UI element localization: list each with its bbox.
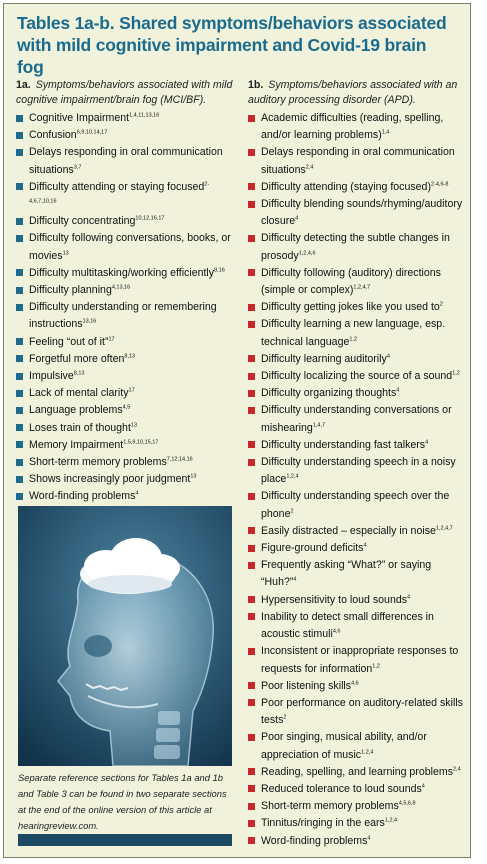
item-text: Delays responding in oral communication situations — [29, 146, 223, 176]
reference-superscript: 1,2 — [349, 336, 358, 343]
reference-superscript: 2,4 — [453, 766, 461, 773]
item-text: Easily distracted – especially in noise — [261, 524, 436, 537]
list-item — [16, 230, 236, 264]
reference-superscript: 3,7 — [73, 164, 82, 171]
item-text: Inability to detect small differences in acoustic stimuli — [261, 610, 434, 641]
square-bullet-icon — [16, 424, 23, 431]
list-item — [248, 402, 468, 436]
item-text: Language problems — [29, 404, 123, 417]
item-text: Short-term memory problems — [261, 800, 399, 813]
list-item — [16, 454, 236, 471]
list-item — [16, 265, 236, 282]
reference-superscript: 10,12,16,17 — [135, 215, 165, 222]
list-item — [16, 110, 236, 127]
square-bullet-icon — [248, 183, 255, 190]
reference-superscript: 2,4 — [305, 164, 314, 171]
table-1a-number: 1a. — [16, 79, 31, 91]
reference-superscript: 4 — [295, 215, 299, 222]
list-item — [16, 368, 236, 385]
item-text: Difficulty attending (staying focused) — [261, 180, 431, 193]
list-item — [16, 488, 236, 505]
square-bullet-icon — [16, 269, 23, 276]
list-item — [248, 798, 468, 815]
reference-superscript: 17 — [108, 336, 115, 343]
item-text: Delays responding in oral communication situations — [261, 146, 455, 176]
reference-superscript: 1,5,9,10,15,17 — [123, 439, 159, 446]
item-text: Confusion — [29, 129, 77, 142]
item-text: Academic difficulties (reading, spelling, and/or learning problems) — [261, 112, 444, 142]
item-text: Shows increasingly poor judgment — [29, 473, 191, 486]
item-text: Difficulty planning — [29, 284, 112, 297]
square-bullet-icon — [248, 407, 255, 414]
reference-superscript: 1,2,4,7 — [435, 525, 453, 532]
item-text: Short-term memory problems — [29, 456, 167, 469]
item-text: Inconsistent or inappropriate responses to requests for information — [261, 645, 459, 675]
list-item — [248, 540, 468, 557]
square-bullet-icon — [16, 235, 23, 242]
item-text: Impulsive — [29, 370, 74, 383]
reference-superscript: 2-4,6,7,10,16 — [29, 181, 210, 205]
item-text: Poor singing, musical ability, and/or appreciation of music — [261, 731, 427, 761]
item-text: Difficulty understanding speech over the phone — [261, 490, 450, 520]
square-bullet-icon — [16, 115, 23, 122]
item-text: Cognitive Impairment — [29, 112, 130, 124]
reference-superscript: 13 — [190, 473, 197, 480]
square-bullet-icon — [16, 441, 23, 448]
table-1a-heading-text: Symptoms/behaviors associated with mild cognitive impairment/brain fog (MCI/BF). — [16, 79, 233, 106]
reference-superscript: 4 — [425, 439, 429, 446]
item-text: Difficulty getting jokes like you used to — [261, 301, 440, 314]
page-title: Tables 1a-b. Shared symptoms/behaviors associated with mild cognitive impairment and Covid-19 brain fog — [17, 13, 447, 77]
list-item — [248, 385, 468, 402]
list-item — [248, 833, 468, 850]
list-item — [16, 471, 236, 488]
list-item — [248, 781, 468, 798]
list-item — [248, 230, 468, 264]
list-item — [248, 299, 468, 316]
table-1a-list — [16, 110, 236, 506]
item-text: Difficulty following conversations, books, or movies — [29, 232, 231, 262]
square-bullet-icon — [16, 459, 23, 466]
square-bullet-icon — [16, 218, 23, 225]
item-text: Tinnitus/ringing in the ears — [261, 817, 385, 830]
xray-illustration — [18, 506, 232, 766]
item-text: Hypersensitivity to loud sounds — [261, 593, 408, 606]
item-text: Loses train of thought — [29, 421, 131, 434]
square-bullet-icon — [248, 441, 255, 448]
square-bullet-icon — [248, 201, 255, 208]
square-bullet-icon — [248, 682, 255, 689]
reference-superscript: 4 — [135, 490, 139, 497]
square-bullet-icon — [248, 562, 255, 569]
reference-superscript: 4 — [386, 353, 390, 360]
list-item — [248, 144, 468, 178]
reference-superscript: 4 — [367, 835, 371, 841]
list-item — [16, 144, 236, 178]
list-item — [16, 127, 236, 144]
reference-superscript: 4,5,6,8 — [398, 800, 416, 807]
square-bullet-icon — [248, 373, 255, 380]
reference-superscript: 13,16 — [82, 318, 97, 325]
item-text: Figure-ground deficits — [261, 542, 364, 555]
list-item — [248, 523, 468, 540]
item-text: Reading, spelling, and learning problems — [261, 765, 453, 778]
square-bullet-icon — [16, 183, 23, 190]
item-text: Difficulty understanding conversations or mishearing — [261, 404, 452, 434]
list-item — [248, 488, 468, 522]
table-1b-number: 1b. — [248, 79, 264, 91]
list-item — [248, 454, 468, 488]
list-item — [248, 557, 468, 591]
square-bullet-icon — [16, 149, 23, 156]
table-1b-list — [248, 110, 468, 850]
reference-superscript: 2 — [283, 714, 287, 721]
item-text: Difficulty detecting the subtle changes in prosody — [261, 232, 450, 262]
square-bullet-icon — [16, 493, 23, 500]
reference-superscript: 8,13 — [124, 353, 136, 360]
square-bullet-icon — [248, 596, 255, 603]
list-item — [248, 729, 468, 763]
reference-superscript: 1,2 — [452, 370, 460, 377]
square-bullet-icon — [248, 235, 255, 242]
reference-superscript: 1,4,7 — [312, 422, 326, 429]
square-bullet-icon — [16, 132, 23, 139]
square-bullet-icon — [16, 390, 23, 397]
square-bullet-icon — [248, 785, 255, 792]
reference-superscript: 1,2 — [372, 662, 380, 669]
item-text: Feeling “out of it” — [29, 335, 109, 348]
square-bullet-icon — [16, 355, 23, 362]
reference-superscript: 1,2,4 — [286, 473, 299, 480]
reference-superscript: 4,5 — [122, 404, 131, 411]
list-item — [16, 385, 236, 402]
list-item — [248, 764, 468, 781]
list-item — [248, 110, 468, 144]
table-1a-heading — [16, 78, 236, 108]
square-bullet-icon — [16, 304, 23, 311]
list-item — [248, 351, 468, 368]
reference-superscript: 13 — [62, 250, 69, 257]
square-bullet-icon — [16, 407, 23, 414]
list-item — [248, 316, 468, 350]
square-bullet-icon — [16, 287, 23, 294]
square-bullet-icon — [248, 648, 255, 655]
square-bullet-icon — [248, 837, 255, 844]
item-text: Difficulty blending sounds/rhyming/auditory closure — [261, 198, 463, 228]
list-item — [16, 437, 236, 454]
square-bullet-icon — [248, 269, 255, 276]
reference-caption: Separate reference sections for Tables 1a and 1b and Table 3 can be found in two separate sections at the end of the online version of this article at hearingreview.com. — [18, 766, 236, 834]
square-bullet-icon — [248, 459, 255, 466]
square-bullet-icon — [248, 493, 255, 500]
list-item — [248, 368, 468, 385]
list-item — [248, 815, 468, 832]
reference-superscript: 4 — [363, 542, 367, 549]
item-text: Difficulty following (auditory) directions (simple or complex) — [261, 266, 441, 297]
list-item — [16, 282, 236, 299]
reference-superscript: 4 — [396, 387, 400, 394]
square-bullet-icon — [16, 338, 23, 345]
item-text: Difficulty understanding fast talkers — [261, 438, 426, 451]
square-bullet-icon — [248, 820, 255, 827]
reference-superscript: 6,9,10,14,17 — [76, 129, 108, 136]
item-text: Forgetful more often — [29, 352, 125, 365]
reference-superscript: 7,12,14,16 — [166, 456, 193, 463]
reference-superscript: 4 — [421, 783, 425, 790]
square-bullet-icon — [248, 613, 255, 620]
reference-superscript: 17 — [128, 387, 135, 394]
list-item — [248, 643, 468, 677]
item-text: Difficulty organizing thoughts — [261, 387, 397, 400]
item-text: Difficulty learning auditorily — [261, 352, 387, 365]
list-item — [16, 334, 236, 351]
item-text: Poor performance on auditory-related skills tests — [261, 696, 463, 727]
reference-superscript: 2 — [439, 301, 443, 308]
reference-superscript: 8,16 — [214, 267, 225, 274]
reference-superscript: 8,13 — [73, 370, 85, 377]
table-panel — [3, 3, 471, 858]
square-bullet-icon — [16, 476, 23, 483]
square-bullet-icon — [248, 304, 255, 311]
list-item — [248, 196, 468, 230]
list-item — [16, 299, 236, 333]
item-text: Poor listening skills — [261, 679, 352, 692]
item-text: Difficulty attending or staying focused — [29, 180, 205, 193]
list-item — [16, 213, 236, 230]
square-bullet-icon — [248, 149, 255, 156]
reference-superscript: 1,4,11,13,16 — [129, 112, 160, 119]
table-1b — [248, 78, 468, 850]
list-item — [248, 592, 468, 609]
item-text: Difficulty concentrating — [29, 215, 136, 228]
square-bullet-icon — [248, 699, 255, 706]
square-bullet-icon — [248, 390, 255, 397]
square-bullet-icon — [248, 355, 255, 362]
list-item — [16, 179, 236, 213]
list-item — [16, 402, 236, 419]
reference-superscript: 1,2,4 — [384, 817, 398, 824]
item-text: Memory Impairment — [29, 438, 124, 451]
table-1a — [16, 78, 236, 506]
square-bullet-icon — [248, 527, 255, 534]
list-item — [248, 437, 468, 454]
list-item — [16, 351, 236, 368]
item-text: Difficulty localizing the source of a sound — [261, 370, 453, 383]
square-bullet-icon — [248, 115, 255, 122]
list-item — [248, 695, 468, 729]
list-item — [248, 678, 468, 695]
square-bullet-icon — [248, 768, 255, 775]
square-bullet-icon — [248, 545, 255, 552]
list-item — [16, 420, 236, 437]
item-text: Word-finding problems — [29, 490, 136, 503]
item-text: Reduced tolerance to loud sounds — [261, 782, 422, 795]
square-bullet-icon — [16, 373, 23, 380]
table-1b-heading-text: Symptoms/behaviors associated with an auditory processing disorder (APD). — [248, 79, 458, 106]
square-bullet-icon — [248, 321, 255, 328]
reference-superscript: 4,6 — [351, 680, 359, 687]
square-bullet-icon — [248, 803, 255, 810]
item-text: Difficulty understanding speech in a noisy place — [261, 456, 456, 486]
table-1b-heading — [248, 78, 468, 108]
item-text: Lack of mental clarity — [29, 387, 129, 400]
item-text: Frequently asking “What?” or saying “Huh?” — [261, 559, 432, 589]
reference-superscript: 4 — [407, 594, 411, 601]
reference-superscript: 2-4,6-8 — [430, 181, 449, 188]
item-text: Difficulty understanding or remembering instructions — [29, 301, 217, 331]
item-text: Difficulty learning a new language, esp. technical language — [261, 318, 446, 348]
list-item — [248, 609, 468, 643]
square-bullet-icon — [248, 734, 255, 741]
item-text: Word-finding problems — [261, 834, 368, 847]
reference-superscript: 2 — [290, 508, 294, 515]
reference-superscript: 1,4 — [381, 129, 390, 136]
reference-superscript: 1,2,4,7 — [353, 284, 371, 291]
reference-superscript: 1,2,4,6 — [298, 250, 316, 257]
reference-superscript: 4,13,16 — [111, 284, 131, 291]
list-item — [248, 179, 468, 196]
reference-superscript: 13 — [130, 422, 138, 429]
reference-superscript: 4,6 — [332, 628, 341, 635]
item-text: Difficulty multitasking/working efficiently — [29, 266, 215, 279]
list-item — [248, 265, 468, 299]
reference-superscript: 1,2,4 — [361, 748, 374, 755]
reference-superscript: 4 — [293, 576, 297, 583]
